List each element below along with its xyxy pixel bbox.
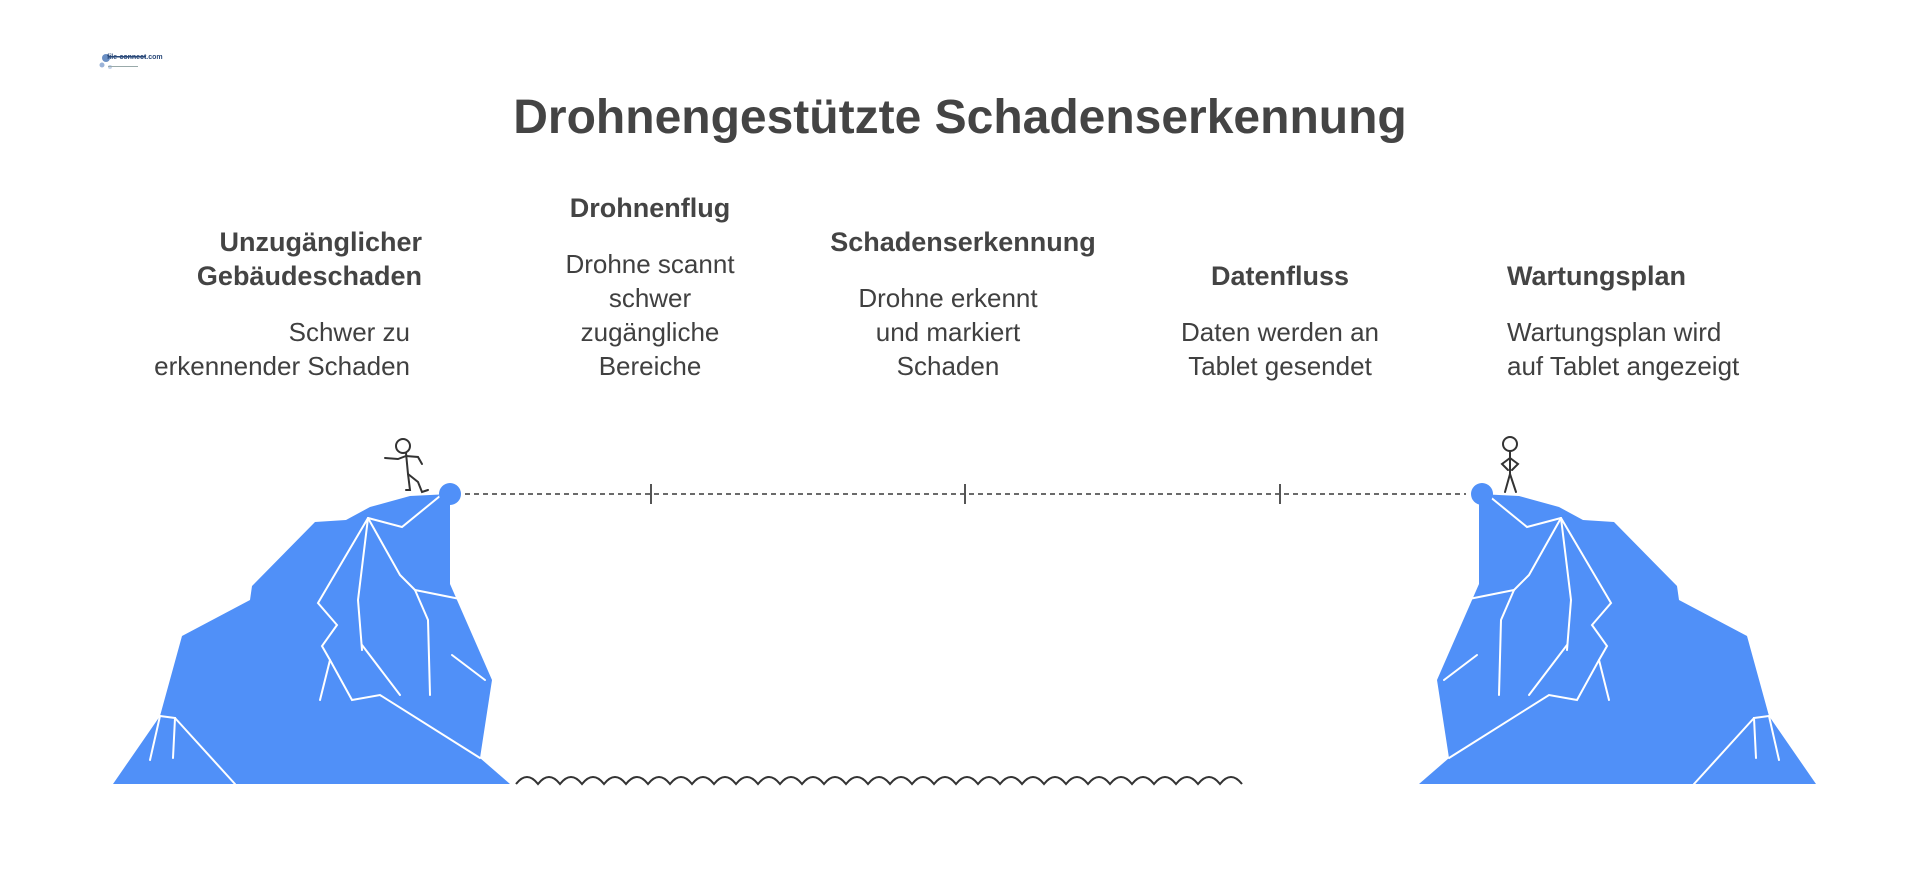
step-text-line: Drohne scannt [565, 249, 735, 279]
start-node [439, 483, 461, 505]
step-text-line: erkennender Schaden [154, 351, 410, 381]
step-heading-line: Drohnenflug [569, 193, 731, 223]
step-text-line: Bereiche [598, 351, 702, 381]
logo-text: file-connect.com [107, 54, 163, 61]
person-balancing-icon [385, 439, 428, 492]
step-heading-line: Datenfluss [1210, 261, 1350, 291]
right-cliff [1419, 494, 1816, 784]
step-text-line: und markiert [875, 317, 1021, 347]
step-text-line: schwer [608, 283, 692, 313]
step-text-line: Schwer zu [288, 317, 410, 347]
step-text-line: Daten werden an [1180, 317, 1380, 347]
person-standing-icon [1502, 437, 1518, 492]
step-heading-line: Wartungsplan [1507, 261, 1686, 291]
step-text-line: Wartungsplan wird [1507, 317, 1722, 347]
step-text-line: Tablet gesendet [1188, 351, 1372, 381]
step-text-line: auf Tablet angezeigt [1507, 351, 1740, 381]
page-title: Drohnengestützte Schadenserkennung [513, 91, 1407, 144]
step-text-line: zugängliche [580, 317, 720, 347]
step-text-line: Drohne erkennt [858, 283, 1038, 313]
water-waves [516, 777, 1242, 784]
step-heading-line: Gebäudeschaden [196, 261, 422, 291]
step-heading-line: Schadenserkennung [830, 227, 1096, 257]
end-node [1471, 483, 1493, 505]
step-heading-line: Unzugänglicher [219, 227, 422, 257]
left-cliff [113, 494, 510, 784]
step-text-line: Schaden [896, 351, 1000, 381]
